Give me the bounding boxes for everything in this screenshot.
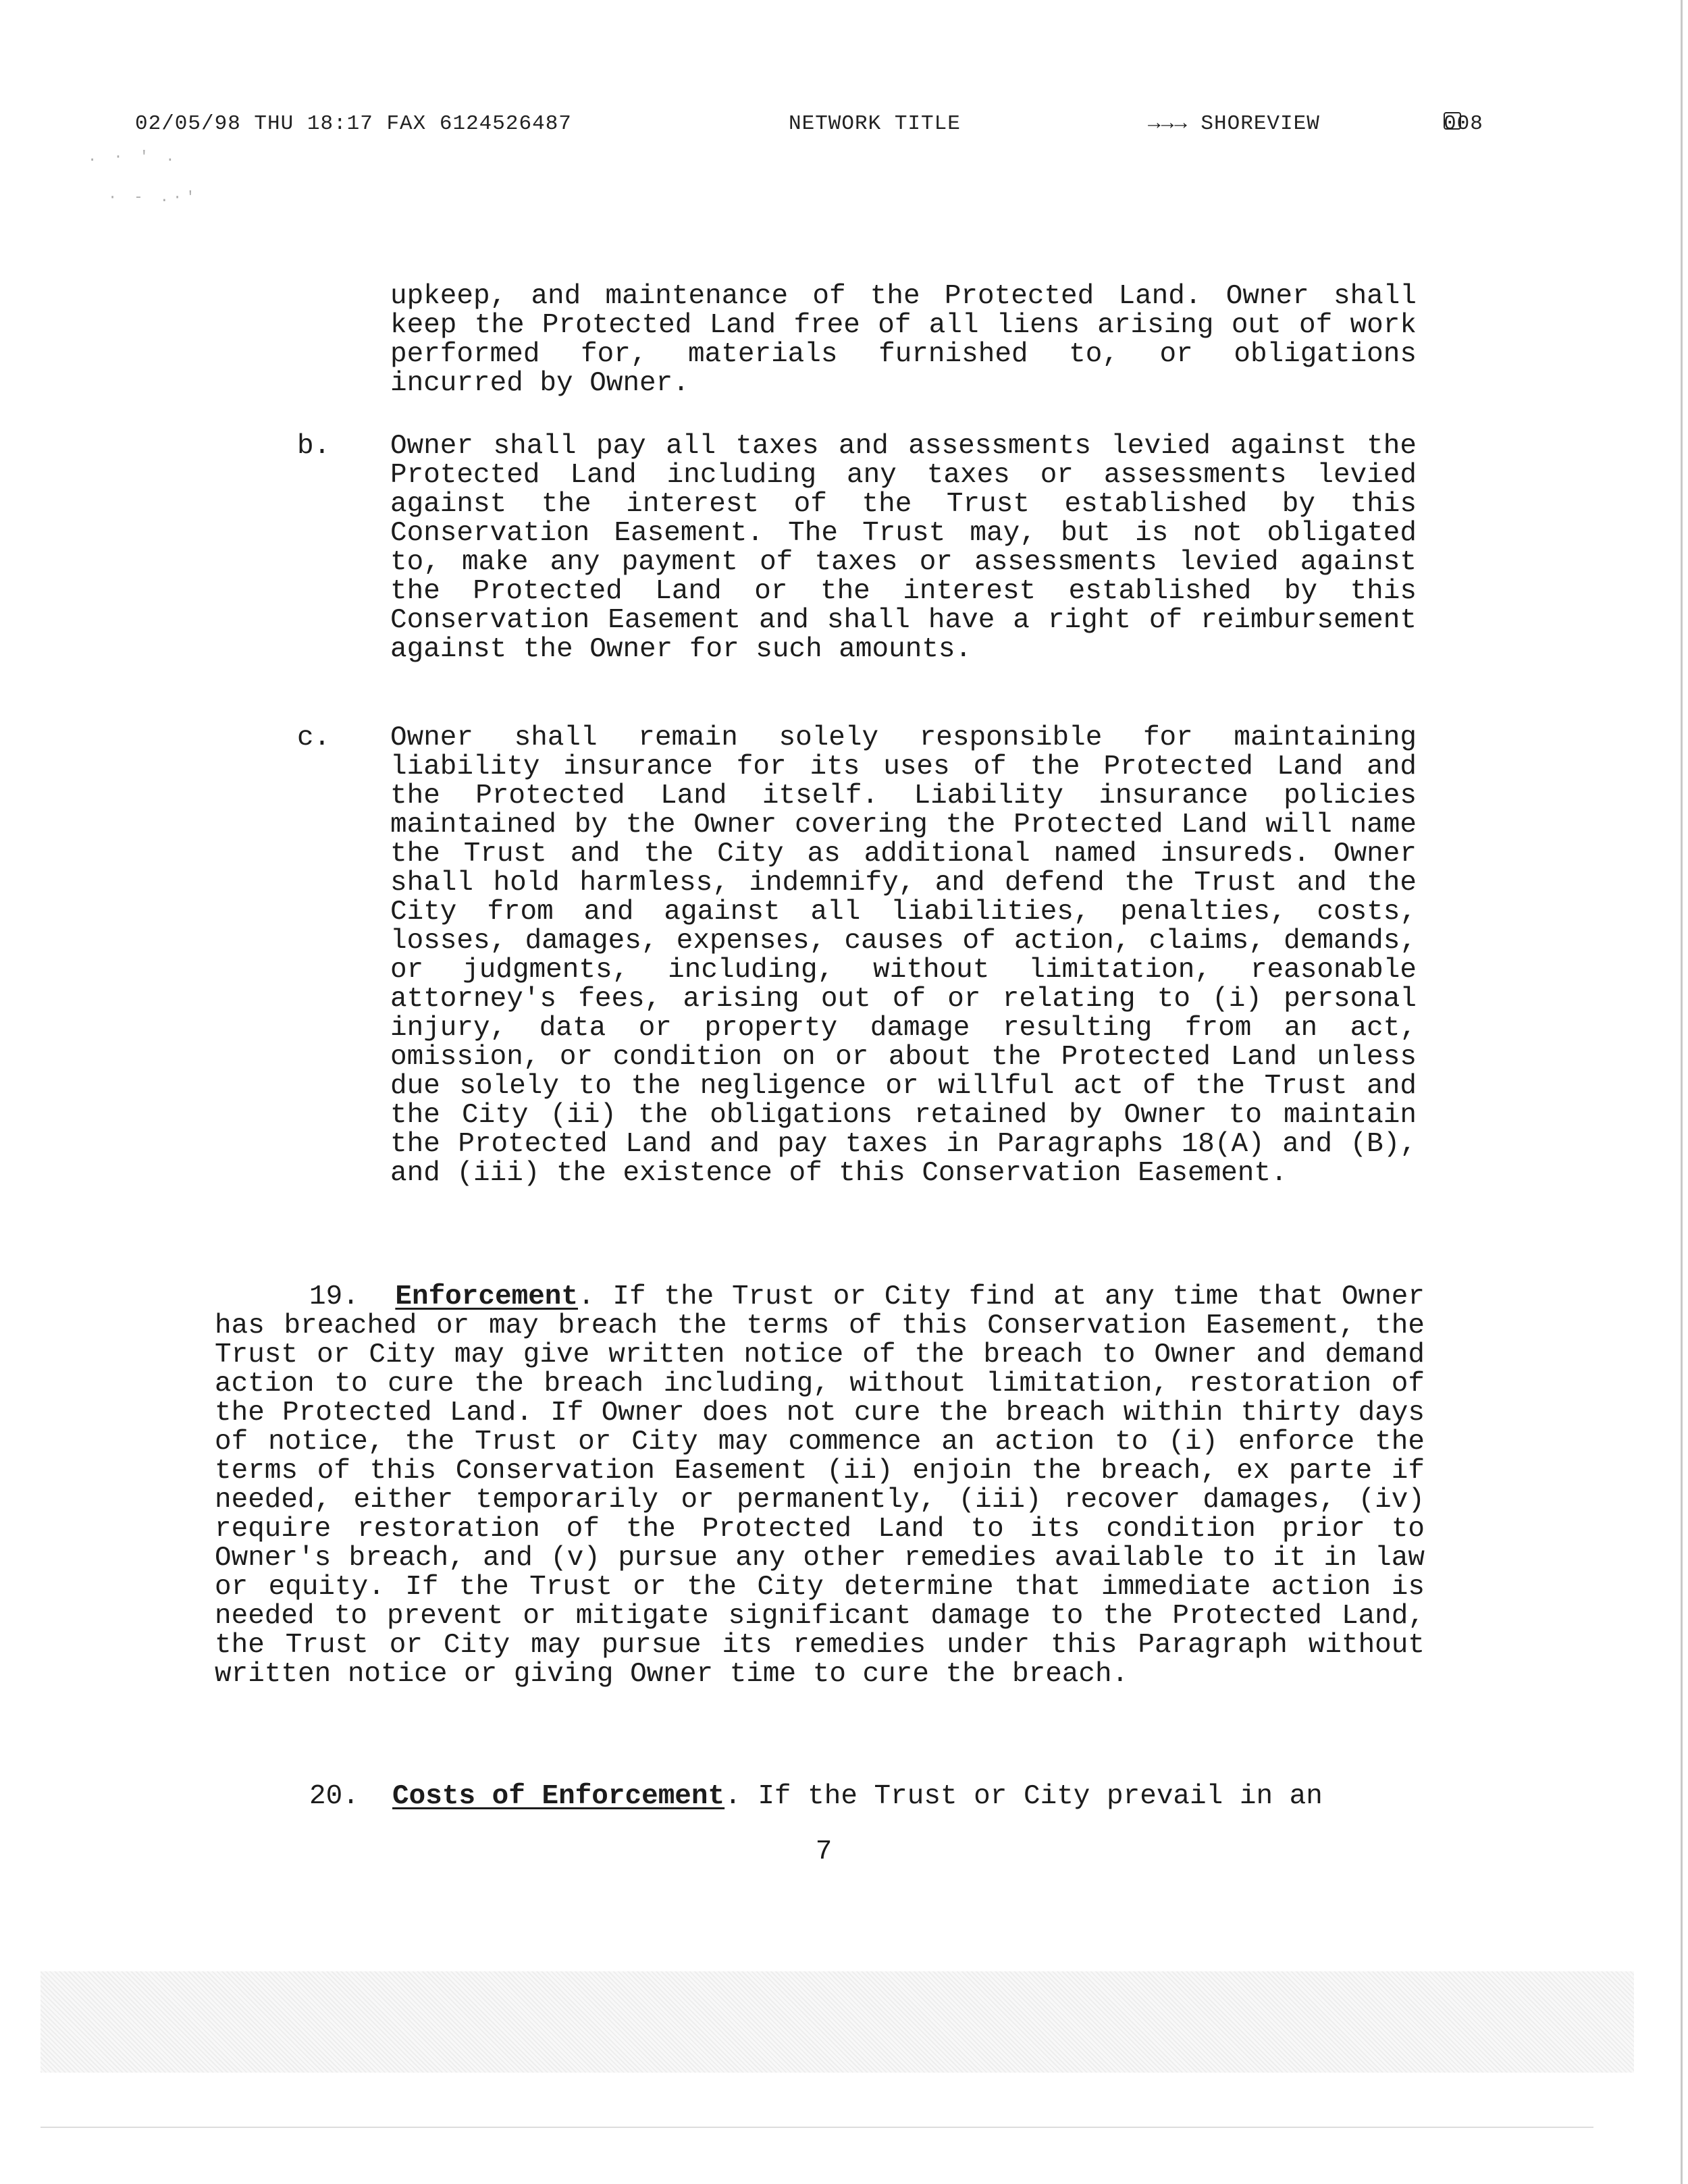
scan-noise — [41, 1971, 1634, 2073]
scan-smudge: · - .·' — [108, 189, 199, 206]
section-20-heading: Costs of Enforcement — [392, 1781, 725, 1812]
fax-sender-title: NETWORK TITLE — [789, 112, 961, 136]
section-19-heading: Enforcement — [395, 1281, 579, 1312]
section-19-text: . If the Trust or City find at any time that Owner has breached or may breach the terms of this Conservation Easement, the Trust or City may give written notice of the breach to Owner and demand action to cure the breach including, without limitation, restoration of the Protected Land. If Owner does not cure the breach within thirty days of notice, the Trust or City may commence an action to (i) enforce the terms of this Conservation Easement (ii) enjoin the breach, ex parte if needed, either temporarily or permanently, (iii) recover damages, (iv) require restoration of the Protected Land to its condition prior to Owner's breach, and (v) pursue any other remedies available to it in law or equity. If the Trust or the City determine that immediate action is needed to prevent or mitigate significant damage to the Protected Land, the Trust or City may pursue its remedies under this Paragraph without written notice or giving Owner time to cure the breach. — [215, 1281, 1425, 1690]
section-20-costs-of-enforcement — [215, 1782, 1425, 1811]
item-b-text: Owner shall pay all taxes and assessments levied against the Protected Land including any taxes or assessments levied against the interest of the Trust established by this Conservation Easement. The Trust may, but is not obligated to, make any payment of taxes or assessments levied against the Protected Land or the interest established by this Conservation Easement and shall have a right of reimbursement against the Owner for such amounts. — [390, 431, 1417, 665]
section-20-text: . If the Trust or City prevail in an — [724, 1781, 1323, 1812]
item-b-label: b. — [297, 431, 331, 462]
section-20-number: 20. — [309, 1781, 359, 1812]
item-c-text: Owner shall remain solely responsible for maintaining liability insurance for its uses of the Protected Land and the Protected Land itself. Liability insurance policies maintained by the Owner covering the Protected Land will name the Trust and the City as additional named insureds. Owner shall hold harmless, indemnify, and defend the Trust and the City from and against all liabilities, penalties, costs, losses, damages, expenses, causes of action, claims, demands, or judgments, including, without limitation, reasonable attorney's fees, arising out of or relating to (i) personal injury, data or property damage resulting from an act, omission, or condition on or about the Protected Land unless due solely to the negligence or willful act of the Trust and the City (ii) the obligations retained by Owner to maintain the Protected Land and pay taxes in Paragraphs 18(A) and (B), and (iii) the existence of this Conservation Easement. — [390, 722, 1417, 1189]
fax-header — [0, 112, 1688, 146]
fax-destination: →→→ SHOREVIEW — [1148, 112, 1320, 136]
section-19-number: 19. — [309, 1281, 359, 1312]
scan-edge — [1681, 0, 1683, 2184]
paragraph-a-continued: upkeep, and maintenance of the Protected Land. Owner shall keep the Protected Land free of all liens arising out of work performed for, materials furnished to, or obligations incurred by Owner. — [390, 281, 1417, 399]
section-19-enforcement — [215, 1283, 1425, 1689]
fax-datetime-number: 02/05/98 THU 18:17 FAX 6124526487 — [135, 112, 572, 136]
scan-line — [41, 2127, 1593, 2128]
fax-page-number: 008 — [1444, 112, 1483, 136]
item-c-label: c. — [297, 722, 331, 753]
page-number: 7 — [815, 1836, 833, 1867]
scan-smudge: . · ' . — [88, 149, 179, 165]
